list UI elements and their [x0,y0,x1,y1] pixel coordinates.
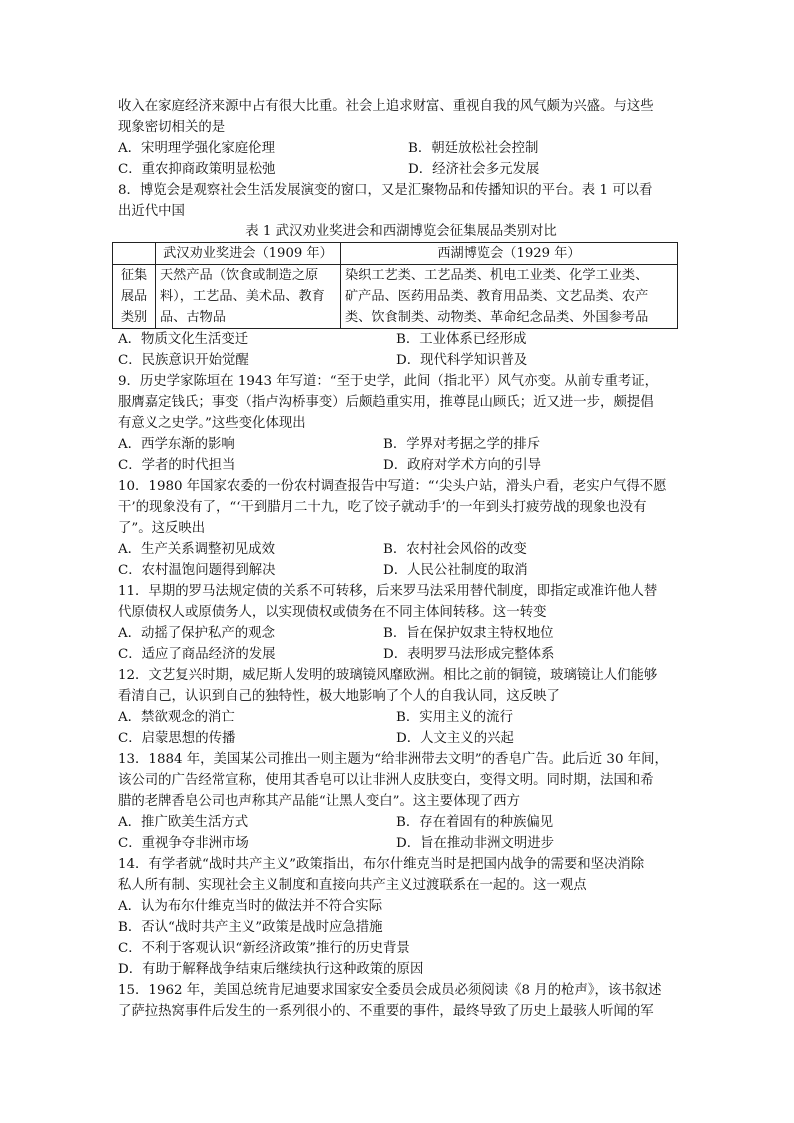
option-c: C．农村温饱问题得到解决 [118,563,276,578]
question-stem-line: 收入在家庭经济来源中占有很大比重。社会上追求财富、重视自我的风气颇为兴盛。与这些 [118,99,654,114]
option-c: C．适应了商品经济的发展 [118,647,276,662]
question-stem-line: 9．历史学家陈垣在 1943 年写道：“至于史学，此间（指北平）风气亦变。从前专重考证， [118,374,659,389]
option-a: A．推广欧美生活方式 [118,815,249,830]
table-cell-xihu [341,265,678,329]
question-stem-line: 出近代中国 [118,204,185,219]
option-b: B．朝廷放松社会控制 [408,141,539,156]
row-label-line: 征集 [120,268,148,283]
question-15 [118,980,684,1022]
table-header-wuhan: 武汉劝业奖进会（1909 年） [156,243,341,265]
cell-line: 料），工艺品、美术品、教育 [160,289,325,304]
option-c: C．民族意识开始觉醒 [118,353,249,368]
table-corner-cell [113,243,156,265]
option-d: D．表明罗马法形成完整体系 [383,647,555,662]
option-b: B．农村社会风俗的改变 [383,542,527,557]
question-stem-line: 了萨拉热窝事件后发生的一系列很小的、不重要的事件，最终导致了历史上最骇人听闻的军 [118,1004,654,1019]
option-d: D．人文主义的兴起 [396,731,514,746]
option-d: D．政府对学术方向的引导 [383,458,542,473]
option-a: A．西学东渐的影响 [118,437,235,452]
question-7-tail [118,96,684,180]
option-a: A．生产关系调整初见成效 [118,542,275,557]
question-10 [118,476,684,581]
cell-line: 矿产品、医药用品类、教育用品类、文艺品类、农产 [345,289,649,304]
option-b: B．旨在保护奴隶主特权地位 [383,626,554,641]
option-c: C．重视争夺非洲市场 [118,836,249,851]
option-c: C．学者的时代担当 [118,458,236,473]
table-cell-wuhan [156,265,341,329]
comparison-table [112,242,678,329]
cell-line: 类、饮食制类、动物类、革命纪念品类、外国参考品 [345,310,649,325]
option-a: A．物质文化生活变迁 [118,332,249,347]
row-label-line: 类别 [120,310,148,325]
question-stem-line: 私人所有制、实现社会主义制度和直接向共产主义过渡联系在一起的。这一观点 [118,878,587,893]
question-14 [118,854,684,980]
question-stem-line: 11．早期的罗马法规定债的关系不可转移，后来罗马法采用替代制度，即指定或准许他人替 [118,584,658,599]
table-header-xihu: 西湖博览会（1929 年） [341,243,678,265]
question-stem-line: 腊的老牌香皂公司也声称其产品能“让黑人变白”。这主要体现了西方 [118,794,521,809]
question-stem-line: 了”。这反映出 [118,521,206,536]
option-b: B．学界对考据之学的排斥 [383,437,541,452]
question-stem-line: 现象密切相关的是 [118,120,226,135]
exam-page [118,96,684,1022]
option-a: A．认为布尔什维克当时的做法并不符合实际 [118,899,383,914]
question-11 [118,581,684,665]
option-a: A．禁欲观念的消亡 [118,710,235,725]
question-stem-line: 13．1884 年，美国某公司推出一则主题为“给非洲带去文明”的香皂广告。此后近 30 年间， [118,752,668,767]
option-d: D．现代科学知识普及 [396,353,528,368]
question-stem-line: 14．有学者就“战时共产主义”政策指出，布尔什维克当时是把国内战争的需要和坚决消除 [118,857,645,872]
option-b: B．实用主义的流行 [396,710,513,725]
question-stem-line: 12．文艺复兴时期，威尼斯人发明的玻璃镜风靡欧洲。相比之前的铜镜，玻璃镜让人们能够 [118,668,658,683]
cell-line: 染织工艺类、工艺品类、机电工业类、化学工业类、 [345,268,649,283]
cell-line: 品、古物品 [160,310,226,325]
question-stem-line: 看清自己，认识到自己的独特性，极大地影响了个人的自我认同，这反映了 [118,689,560,704]
question-13 [118,749,684,854]
question-12 [118,665,684,749]
question-9 [118,371,684,476]
option-d: D．人民公社制度的取消 [383,563,528,578]
option-d: D．旨在推动非洲文明进步 [396,836,555,851]
question-stem-line: 代原债权人或原债务人，以实现债权或债务在不同主体间转移。这一转变 [118,605,547,620]
cell-line: 天然产品（饮食或制造之原 [160,268,319,283]
question-stem-line: 服膺嘉定钱氏；事变（指卢沟桥事变）后颇趋重实用，推尊昆山顾氏；近又进一步，颇提倡 [118,395,654,410]
option-d: D．经济社会多元发展 [408,162,540,177]
table-row-label [113,265,156,329]
question-stem-line: 干’的现象没有了，“‘干到腊月二十九，吃了饺子就动手’的一年到头打疲劳战的现象也没有 [118,500,647,515]
option-d: D．有助于解释战争结束后继续执行这种政策的原因 [118,962,424,977]
option-b: B．存在着固有的种族偏见 [396,815,554,830]
question-8 [118,180,684,371]
question-stem-line: 15．1962 年，美国总统肯尼迪要求国家安全委员会成员必须阅读《8 月的枪声》，该书叙述 [118,983,662,998]
question-stem-line: 有意义之史学。”这些变化体现出 [118,416,306,431]
option-c: C．不利于客观认识“新经济政策”推行的历史背景 [118,941,410,956]
option-c: C．启蒙思想的传播 [118,731,236,746]
option-b: B．工业体系已经形成 [396,332,527,347]
option-a: A．动摇了保护私产的观念 [118,626,275,641]
option-c: C．重农抑商政策明显松弛 [118,162,276,177]
option-a: A．宋明理学强化家庭伦理 [118,141,275,156]
option-b: B．否认“战时共产主义”政策是战时应急措施 [118,920,383,935]
question-stem-line: 该公司的广告经常宣称，使用其香皂可以让非洲人皮肤变白，变得文明。同时期，法国和希 [118,773,654,788]
row-label-line: 展品 [120,289,148,304]
question-stem-line: 10．1980 年国家农委的一份农村调查报告中写道：“‘尖头户站，滑头户看，老实户气得不愿 [118,479,667,494]
table-caption: 表 1 武汉劝业奖进会和西湖博览会征集展品类别对比 [245,224,557,239]
question-stem-line: 8．博览会是观察社会生活发展演变的窗口，又是汇聚物品和传播知识的平台。表 1 可以看 [118,183,653,198]
